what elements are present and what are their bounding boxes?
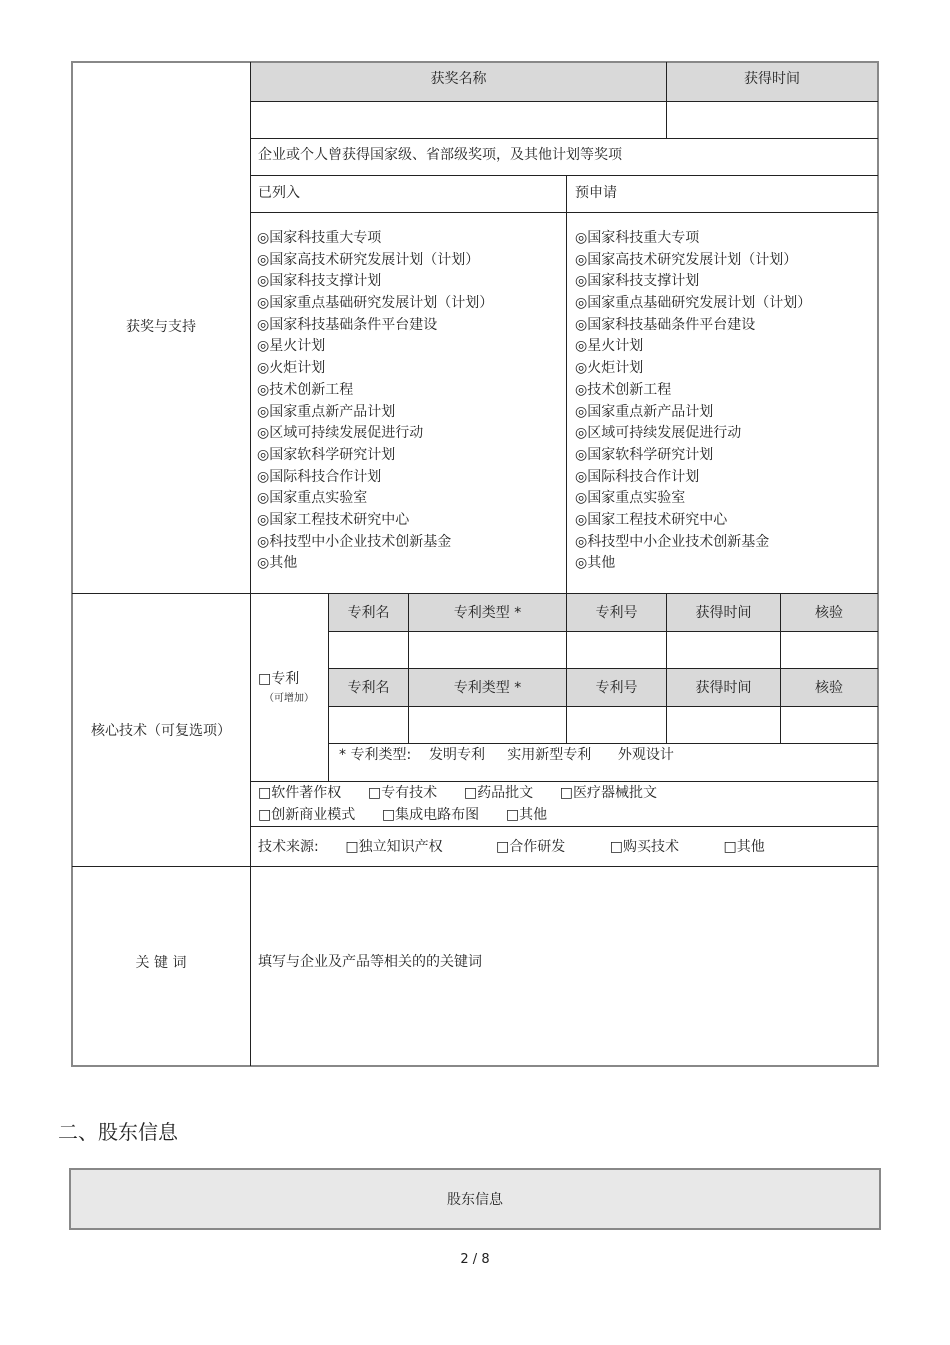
shareholder-header-label: 股东信息 <box>447 1192 503 1208</box>
patent-number-input[interactable] <box>567 707 666 743</box>
patent-verify-input[interactable] <box>781 707 877 743</box>
listed-program-item[interactable]: ◎国家软科学研究计划 <box>257 446 396 463</box>
patent-type-header: 专利类型 * <box>453 680 522 696</box>
listed-program-item[interactable]: ◎技术创新工程 <box>257 381 354 398</box>
applying-label: 预申请 <box>575 185 617 201</box>
applying-program-item[interactable]: ◎国家重点基础研究发展计划（计划） <box>575 295 812 312</box>
patent-type-input[interactable] <box>409 707 566 743</box>
shareholder-table-header <box>69 1168 881 1230</box>
keywords-row-label: 关 键 词 <box>135 955 187 971</box>
patent-time-input[interactable] <box>667 632 780 668</box>
patent-checkbox[interactable]: □专利 <box>258 671 300 687</box>
section2-heading: 二、股东信息 <box>58 1120 178 1144</box>
patent-verify-input[interactable] <box>781 632 877 668</box>
page-number: 2 / 8 <box>460 1252 490 1267</box>
listed-program-item[interactable]: ◎国家重点新产品计划 <box>257 403 396 420</box>
patent-name-input[interactable] <box>329 707 408 743</box>
listed-program-item[interactable]: ◎国际科技合作计划 <box>257 468 382 485</box>
listed-program-item[interactable]: ◎星火计划 <box>257 338 326 355</box>
award-time-input[interactable] <box>667 102 877 138</box>
patent-name-input[interactable] <box>329 632 408 668</box>
awards-description: 企业或个人曾获得国家级、省部级奖项，及其他计划等奖项 <box>258 147 622 163</box>
applying-program-item[interactable]: ◎技术创新工程 <box>575 381 672 398</box>
patent-number-input[interactable] <box>567 632 666 668</box>
listed-program-item[interactable]: ◎国家工程技术研究中心 <box>257 511 410 528</box>
patent-type-input[interactable] <box>409 632 566 668</box>
patent-name-header: 专利名 <box>347 605 390 621</box>
patent-type-note: * 专利类型: 发明专利 实用新型专利 外观设计 <box>339 747 674 763</box>
listed-program-item[interactable]: ◎国家重点基础研究发展计划（计划） <box>257 295 494 312</box>
applying-program-item[interactable]: ◎国际科技合作计划 <box>575 468 700 485</box>
tech-options-line-1[interactable]: □软件著作权 □专有技术 □药品批文 □医疗器械批文 <box>258 785 658 801</box>
listed-program-item[interactable]: ◎其他 <box>257 555 298 572</box>
applying-program-item[interactable]: ◎国家软科学研究计划 <box>575 446 714 463</box>
applying-program-item[interactable]: ◎星火计划 <box>575 338 644 355</box>
listed-program-item[interactable]: ◎国家科技重大专项 <box>257 230 382 246</box>
listed-programs-list <box>257 228 493 575</box>
tech-source-line[interactable]: 技术来源: □独立知识产权 □合作研发 □购买技术 □其他 <box>258 839 765 855</box>
patent-addable-note: （可增加） <box>264 693 314 704</box>
patent-time-header: 获得时间 <box>695 680 752 696</box>
applying-program-item[interactable]: ◎国家科技基础条件平台建设 <box>575 316 756 333</box>
patent-number-header: 专利号 <box>595 680 638 696</box>
applying-program-item[interactable]: ◎其他 <box>575 555 616 572</box>
applying-program-item[interactable]: ◎科技型中小企业技术创新基金 <box>575 533 770 550</box>
listed-program-item[interactable]: ◎科技型中小企业技术创新基金 <box>257 533 452 550</box>
applying-program-item[interactable]: ◎国家工程技术研究中心 <box>575 511 728 528</box>
applying-program-item[interactable]: ◎火炬计划 <box>575 360 644 377</box>
applying-program-item[interactable]: ◎国家重点新产品计划 <box>575 403 714 420</box>
applying-program-item[interactable]: ◎国家高技术研究发展计划（计划） <box>575 251 798 268</box>
award-name-header: 获奖名称 <box>430 71 487 87</box>
applying-programs-list <box>575 228 811 575</box>
listed-program-item[interactable]: ◎国家科技支撑计划 <box>257 273 382 290</box>
applying-program-item[interactable]: ◎国家科技重大专项 <box>575 230 700 246</box>
tech-options-line-2[interactable]: □创新商业模式 □集成电路布图 □其他 <box>258 807 548 823</box>
awards-row-label: 获奖与支持 <box>126 319 196 335</box>
patent-type-header: 专利类型 * <box>453 605 522 621</box>
award-name-input[interactable] <box>251 102 666 138</box>
patent-verify-header: 核验 <box>815 680 843 696</box>
patent-verify-header: 核验 <box>815 605 843 621</box>
listed-label: 已列入 <box>258 185 300 201</box>
award-time-header: 获得时间 <box>744 71 800 87</box>
patent-time-header: 获得时间 <box>695 605 752 621</box>
core-tech-row-label: 核心技术（可复选项） <box>91 723 231 739</box>
applying-program-item[interactable]: ◎区域可持续发展促进行动 <box>575 425 742 442</box>
listed-program-item[interactable]: ◎国家重点实验室 <box>257 490 368 507</box>
patent-number-header: 专利号 <box>595 605 638 621</box>
applying-program-item[interactable]: ◎国家科技支撑计划 <box>575 273 700 290</box>
patent-name-header: 专利名 <box>347 680 390 696</box>
listed-program-item[interactable]: ◎国家科技基础条件平台建设 <box>257 316 438 333</box>
listed-program-item[interactable]: ◎区域可持续发展促进行动 <box>257 425 424 442</box>
applying-program-item[interactable]: ◎国家重点实验室 <box>575 490 686 507</box>
listed-program-item[interactable]: ◎火炬计划 <box>257 360 326 377</box>
keywords-hint[interactable]: 填写与企业及产品等相关的的关键词 <box>258 954 482 970</box>
listed-program-item[interactable]: ◎国家高技术研究发展计划（计划） <box>257 251 480 268</box>
patent-time-input[interactable] <box>667 707 780 743</box>
